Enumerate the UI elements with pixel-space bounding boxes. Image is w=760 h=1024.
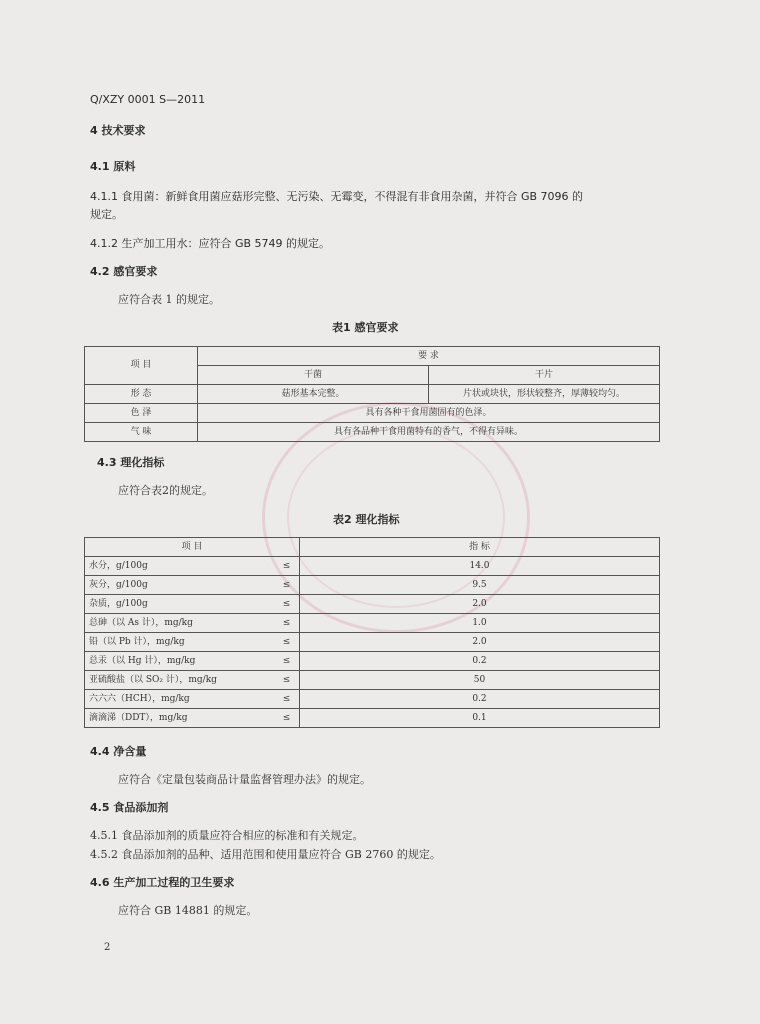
table1-row2-item: 色 泽	[85, 404, 198, 423]
table2-head-value: 指 标	[300, 538, 660, 557]
table1-head-dry: 干菌	[198, 366, 429, 385]
table2-row1-item: 水分，g/100g	[85, 557, 275, 576]
table1-row1-item: 形 态	[85, 385, 198, 404]
table-row	[85, 709, 660, 728]
table2-row5-value: 2.0	[300, 633, 660, 652]
table2-row7-op: ≤	[274, 671, 299, 690]
para-4-1-2: 4.1.2 生产加工用水：应符合 GB 5749 的规定。	[90, 237, 331, 250]
table2-row1-value: 14.0	[300, 557, 660, 576]
table2-row7-item: 亚硫酸盐（以 SO₂ 计），mg/kg	[85, 671, 275, 690]
table2-head-item: 项 目	[85, 538, 300, 557]
table2-row4-item: 总砷（以 As 计），mg/kg	[85, 614, 275, 633]
table-row	[85, 423, 660, 442]
table2-row3-op: ≤	[274, 595, 299, 614]
table2-row6-item: 总汞（以 Hg 计），mg/kg	[85, 652, 275, 671]
table1-head-item: 项 目	[85, 347, 198, 385]
para-4-5-1: 4.5.1 食品添加剂的质量应符合相应的标准和有关规定。	[90, 829, 364, 842]
heading-4: 4 技术要求	[90, 124, 146, 137]
para-4-3: 应符合表2的规定。	[118, 484, 213, 497]
heading-4-6: 4.6 生产加工过程的卫生要求	[90, 876, 235, 889]
table2-row5-item: 铅（以 Pb 计），mg/kg	[85, 633, 275, 652]
table2-row2-item: 灰分，g/100g	[85, 576, 275, 595]
table-row	[85, 385, 660, 404]
table-row	[85, 690, 660, 709]
table2-title: 表2 理化指标	[333, 513, 400, 526]
table2-row3-value: 2.0	[300, 595, 660, 614]
table2-row7-value: 50	[300, 671, 660, 690]
table-physicochemical	[84, 537, 660, 728]
heading-4-2: 4.2 感官要求	[90, 265, 158, 278]
heading-4-3: 4.3 理化指标	[97, 456, 165, 469]
table2-row6-value: 0.2	[300, 652, 660, 671]
table2-row9-value: 0.1	[300, 709, 660, 728]
table-row	[85, 671, 660, 690]
para-4-2: 应符合表 1 的规定。	[118, 293, 220, 306]
table1-row2-req: 具有各种干食用菌固有的色泽。	[198, 404, 660, 423]
table-sensory	[84, 346, 660, 442]
table1-row3-req: 具有各品种干食用菌特有的香气，不得有异味。	[198, 423, 660, 442]
table1-head-slice: 干片	[429, 366, 660, 385]
para-4-6: 应符合 GB 14881 的规定。	[118, 904, 258, 917]
table2-row5-op: ≤	[274, 633, 299, 652]
table-row	[85, 652, 660, 671]
doc-code: Q/XZY 0001 S—2011	[90, 93, 206, 106]
table2-row3-item: 杂质，g/100g	[85, 595, 275, 614]
table2-row4-value: 1.0	[300, 614, 660, 633]
para-4-5-2: 4.5.2 食品添加剂的品种、适用范围和使用量应符合 GB 2760 的规定。	[90, 848, 441, 861]
table1-title: 表1 感官要求	[332, 321, 399, 334]
table-row	[85, 633, 660, 652]
table-row	[85, 404, 660, 423]
table2-row6-op: ≤	[274, 652, 299, 671]
para-4-1-1-line2: 规定。	[90, 208, 123, 221]
table-row	[85, 614, 660, 633]
page-number: 2	[104, 942, 111, 953]
table2-row4-op: ≤	[274, 614, 299, 633]
table1-row1-dry: 菇形基本完整。	[198, 385, 429, 404]
table1-row3-item: 气 味	[85, 423, 198, 442]
table1-head-req: 要 求	[198, 347, 660, 366]
table2-row9-op: ≤	[274, 709, 299, 728]
table1-row1-slice: 片状或块状，形状较整齐，厚薄较均匀。	[429, 385, 660, 404]
table2-row1-op: ≤	[274, 557, 299, 576]
table2-row8-item: 六六六（HCH），mg/kg	[85, 690, 275, 709]
table-row	[85, 595, 660, 614]
table2-row2-value: 9.5	[300, 576, 660, 595]
table2-row9-item: 滴滴涕（DDT），mg/kg	[85, 709, 275, 728]
para-4-1-1-line1: 4.1.1 食用菌：新鲜食用菌应菇形完整、无污染、无霉变，不得混有非食用杂菌，并符合 GB 7096 的	[90, 190, 584, 203]
table2-row8-op: ≤	[274, 690, 299, 709]
heading-4-4: 4.4 净含量	[90, 745, 147, 758]
table2-row8-value: 0.2	[300, 690, 660, 709]
heading-4-1: 4.1 原料	[90, 160, 136, 173]
para-4-4: 应符合《定量包装商品计量监督管理办法》的规定。	[118, 773, 371, 786]
table2-row2-op: ≤	[274, 576, 299, 595]
heading-4-5: 4.5 食品添加剂	[90, 801, 169, 814]
table-row	[85, 576, 660, 595]
table-row	[85, 557, 660, 576]
